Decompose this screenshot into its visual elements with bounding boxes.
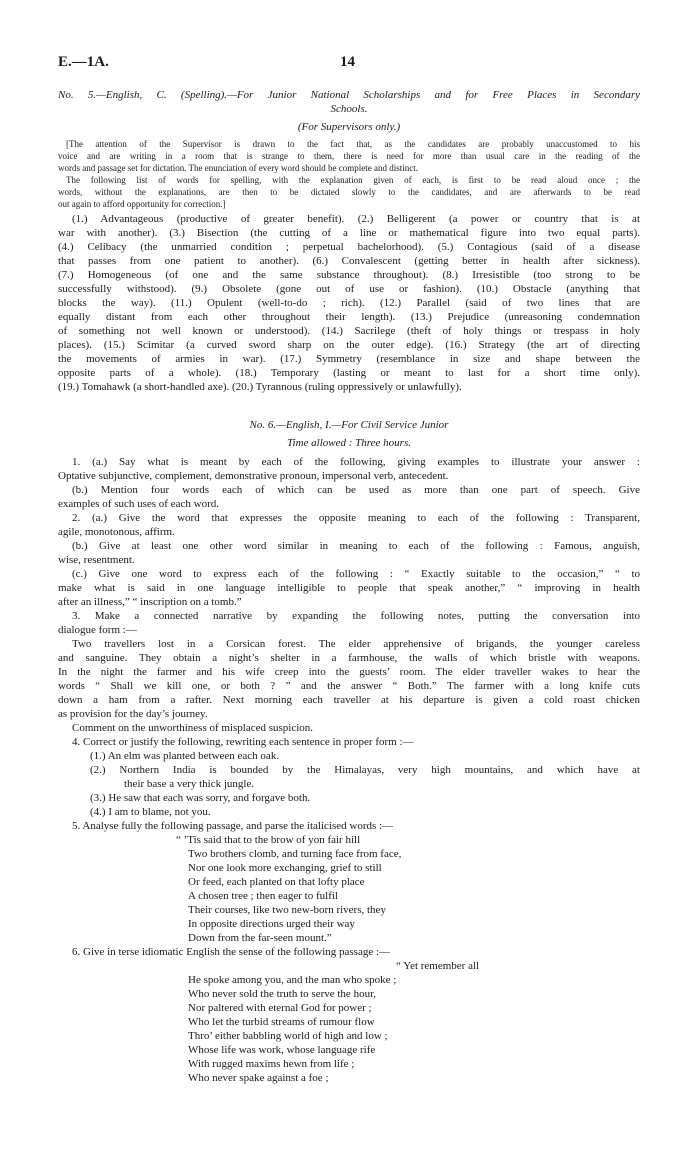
question-6: 6. Give in terse idiomatic English the sense of the following passage :— [72, 946, 391, 958]
question-line: (b.) Give at least one other word similar in meaning to each of the following : Famous, anguish, [72, 540, 640, 552]
page-number: 14 [340, 54, 355, 70]
spelling-word-line: of something not well known or understood). (14.) Sacrilege (theft of holy things or trespass in holy [58, 325, 640, 337]
poem-line: Two brothers clomb, and turning face from face, [188, 848, 402, 860]
question-line: Comment on the unworthiness of misplaced suspicion. [72, 722, 314, 734]
section6-time-allowed: Time allowed : Three hours. [287, 437, 411, 449]
q4-sentence: (2.) Northern India is bounded by the Himalayas, very high mountains, and which have at [90, 764, 640, 776]
spelling-word-line: opposite parts of a whole). (18.) Temporary (lasting or meant to last for a short time only). [58, 367, 640, 379]
question-line: 1. (a.) Say what is meant by each of the following, giving examples to illustrate your answer : [72, 456, 640, 468]
q4-sentence: (1.) An elm was planted between each oak. [90, 750, 280, 762]
spelling-word-line: (1.) Advantageous (productive of greater benefit). (2.) Belligerent (a power or country that is at [72, 213, 640, 225]
question-line: 4. Correct or justify the following, rewriting each sentence in proper form :— [72, 736, 414, 748]
poem-line: Or feed, each planted on that lofty place [188, 876, 365, 888]
question-5: 5. Analyse fully the following passage, and parse the italicised words :— [72, 820, 394, 832]
document-code: E.—1A. [58, 54, 109, 70]
question-line: (c.) Give one word to express each of the following : “ Exactly suitable to the occasion,” “ to [72, 568, 640, 580]
question-line: Optative subjunctive, complement, demonstrative pronoun, impersonal verb, antecedent. [58, 470, 449, 482]
supervisor-note-line: out again to afford opportunity for correction.] [58, 199, 226, 209]
poem-line: In opposite directions urged their way [188, 918, 355, 930]
spelling-word-line: (19.) Tomahawk (a short-handled axe). (20.) Tyrannous (ruling oppressively or unlawfully). [58, 381, 462, 393]
spelling-word-line: the movements of armies in war). (17.) Symmetry (resemblance in size and shape between the [58, 353, 640, 365]
poem-line: A chosen tree ; then eager to fulfil [188, 890, 338, 902]
question-line: In the night the farmer and his wife creep into the guests’ room. The elder traveller wakes to hear the [58, 666, 640, 678]
question-line: (b.) Mention four words each of which can be used as more than one part of speech. Give [72, 484, 640, 496]
poem-line: Nor paltered with eternal God for power ; [188, 1002, 372, 1014]
spelling-word-line: that passes from one patient to another). (6.) Convalescent (getting better in health after sickness). [58, 255, 640, 267]
q4-sentence: (4.) I am to blame, not you. [90, 806, 211, 818]
supervisor-note-line: [The attention of the Supervisor is drawn to the fact that, as the candidates are probably unaccustomed to his [66, 139, 640, 149]
question-line: and sanguine. They obtain a night’s shelter in a farmhouse, the walls of which bristle with weapons. [58, 652, 640, 664]
spelling-word-line: successfully withstood). (9.) Obsolete (gone out of use or fashion). (10.) Obstacle (anything that [58, 283, 640, 295]
question-line: examples of such uses of each word. [58, 498, 219, 510]
poem-line: Who let the turbid streams of rumour flow [188, 1016, 375, 1028]
question-line: after an illness,” “ inscription on a tomb.” [58, 596, 242, 608]
question-line: words “ Shall we kill one, or both ? ” and the answer “ Both.” The farmer with a long knife cuts [58, 680, 640, 692]
poem-line: “ ’Tis said that to the brow of yon fair hill [176, 834, 361, 846]
question-line: wise, resentment. [58, 554, 135, 566]
poem-line: Whose life was work, whose language rife [188, 1044, 376, 1056]
spelling-word-line: places). (15.) Scimitar (a curved sword sharp on the outer edge). (16.) Strategy (the art of directing [58, 339, 640, 351]
poem-line: With rugged maxims hewn from life ; [188, 1058, 355, 1070]
poem-line: He spoke among you, and the man who spoke ; [188, 974, 397, 986]
question-line: down a ham from a rafter. Next morning each traveller at his departure is given a cold roast chicken [58, 694, 640, 706]
poem-line: “ Yet remember all [396, 960, 480, 972]
question-line: 3. Make a connected narrative by expanding the following notes, putting the conversation into [72, 610, 640, 622]
poem-line: Their courses, like two new-born rivers, they [188, 904, 386, 916]
section5-title-line2: Schools. [330, 103, 368, 115]
question-line: as provision for the day’s journey. [58, 708, 208, 720]
spelling-word-line: (4.) Celibacy (the unmarried condition ; perpetual bachelorhood). (5.) Contagious (said of a disease [58, 241, 640, 253]
question-line: Two travellers lost in a Corsican forest. The elder apprehensive of brigands, the younger careless [72, 638, 640, 650]
poem-line: Nor one look more exchanging, grief to still [188, 862, 382, 874]
poem-line: Who never spake against a foe ; [188, 1072, 329, 1084]
question-line: make what is said in one language intelligible to people that speak another,” “ improving in health [58, 582, 640, 594]
supervisor-note-line: words and passage set for dictation. The enunciation of every word should be complete and distinct. [58, 163, 418, 173]
poem-line: Who never sold the truth to serve the hour, [188, 988, 377, 1000]
supervisor-note-line: words, without the explanations, are then to be dictated slowly to the candidates, and are afterwards to be read [58, 187, 640, 197]
supervisor-note-line: voice and are writing in a room that is strange to them, there is need for more than usual care in the reading of the [58, 151, 640, 161]
spelling-word-line: equally distant from each other throughout their length). (13.) Prejudice (unreasoning condemnation [58, 311, 640, 323]
question-line: 2. (a.) Give the word that expresses the opposite meaning to each of the following : Transparent, [72, 512, 640, 524]
section6-title: No. 6.—English, I.—For Civil Service Junior [249, 419, 449, 431]
spelling-word-line: blocks the way). (11.) Opulent (well-to-do ; rich). (12.) Parallel (said of two lines that are [58, 297, 640, 309]
poem-line: Down from the far-seen mount.” [188, 932, 332, 944]
supervisor-note-line: The following list of words for spelling, with the explanation given of each, is first to be read aloud once ; the [66, 175, 640, 185]
section5-subtitle: (For Supervisors only.) [297, 121, 401, 133]
q4-sentence: (3.) He saw that each was sorry, and forgave both. [90, 792, 311, 804]
question-line: dialogue form :— [58, 624, 137, 636]
question-line: agile, monotonous, affirm. [58, 526, 175, 538]
spelling-word-line: war with another). (3.) Bisection (the cutting of a line or mathematical figure into two equal parts). [58, 227, 640, 239]
spelling-word-line: (7.) Homogeneous (of one and the same substance throughout). (8.) Irresistible (too strong to be [58, 269, 640, 281]
section5-title-line1: No. 5.—English, C. (Spelling).—For Junior National Scholarships and for Free Places in Secondary [58, 89, 640, 101]
poem-line: Thro’ either babbling world of high and low ; [188, 1030, 388, 1042]
q4-sentence: their base a very thick jungle. [124, 778, 255, 790]
